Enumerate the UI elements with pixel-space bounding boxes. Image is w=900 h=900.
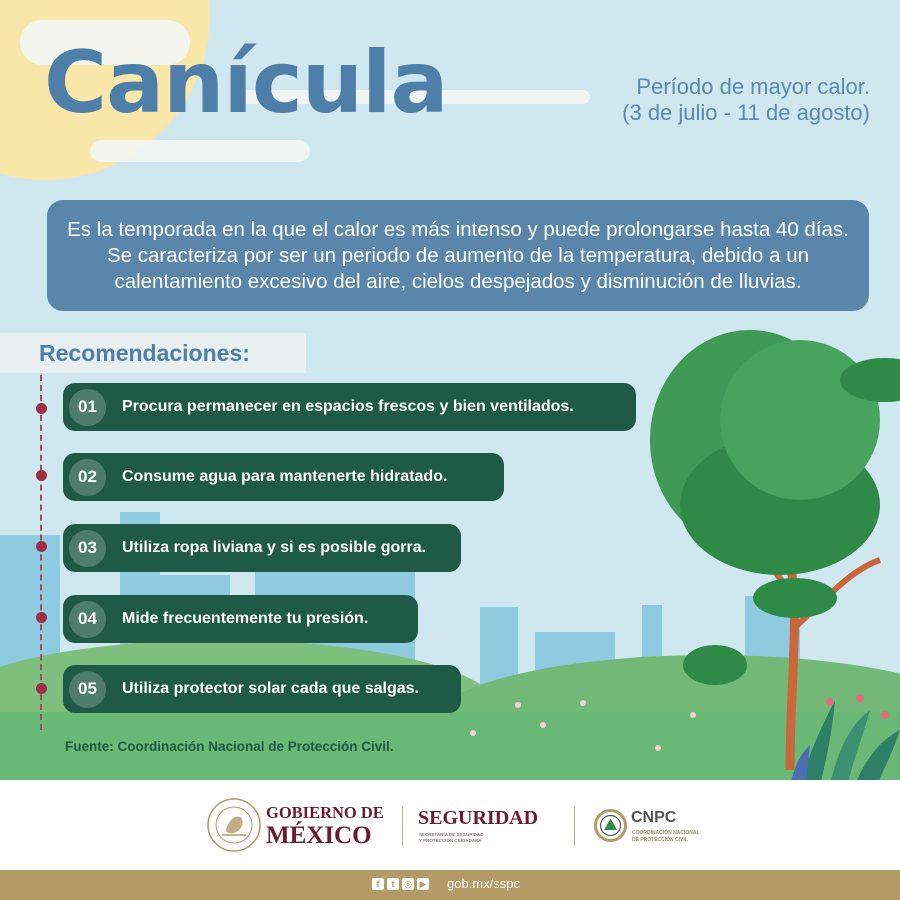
gobierno-line-2: MÉXICO [266,822,372,849]
subtitle-line-2: (3 de julio - 11 de agosto) [622,100,870,125]
timeline-line [40,375,42,730]
recommendation-number: 05 [69,671,106,708]
flower-dot [690,712,696,718]
subtitle [622,74,870,126]
timeline-dot [36,470,47,481]
social-icons [372,878,429,890]
seguridad-subtitle-line-1: SECRETARÍA DE SEGURIDAD [419,832,484,837]
twitter-icon[interactable]: t [387,878,399,890]
recommendation-number: 02 [69,459,106,496]
instagram-icon[interactable]: ◎ [402,878,414,890]
flower-dot [515,702,521,708]
recommendations-heading: Recomendaciones: [0,333,306,373]
source-note: Fuente: Coordinación Nacional de Protección Civil. [65,739,394,754]
mexico-seal-icon [206,797,262,853]
footer-divider [574,806,575,846]
recommendation-text: Utiliza protector solar cada que salgas. [122,680,419,697]
seguridad-subtitle [419,832,484,844]
cnpc-subtitle [632,830,700,843]
recommendation-text: Utiliza ropa liviana y si es posible gorra. [122,539,427,556]
recommendation-text: Consume agua para mantenerte hidratado. [122,468,448,485]
facebook-icon[interactable]: f [372,878,384,890]
page-title: Canícula [44,33,448,133]
recommendation-number: 03 [69,530,106,567]
footer-divider [402,806,403,846]
cnpc-subtitle-line-1: COORDINACIÓN NACIONAL [632,830,700,836]
timeline-dot [36,612,47,623]
flower-dot [540,722,546,728]
recommendation-item [63,665,461,713]
plant-illustration [790,690,900,785]
website-link[interactable]: gob.mx/sspc [447,876,520,891]
recommendation-number: 04 [69,601,106,638]
recommendation-item [63,595,418,643]
flower-dot [655,745,661,751]
cnpc-subtitle-line-2: DE PROTECCIÓN CIVIL [632,836,688,843]
recommendation-item [63,453,504,501]
recommendation-item [63,383,636,431]
timeline-dot [36,541,47,552]
timeline-dot [36,683,47,694]
seguridad-logo: SEGURIDAD [418,807,539,829]
gobierno-line-1: GOBIERNO DE [266,803,384,822]
recommendation-text: Mide frecuentemente tu presión. [122,610,369,627]
cnpc-logo: CNPC [631,809,677,826]
flower-dot [470,730,476,736]
flower-dot [580,700,586,706]
subtitle-line-1: Período de mayor calor. [636,74,870,99]
intro-box [47,200,869,311]
cloud-decoration [90,140,310,162]
recommendation-number: 01 [69,389,106,426]
cnpc-logo-icon [594,809,627,842]
recommendation-item [63,524,461,572]
seguridad-subtitle-line-2: Y PROTECCIÓN CIUDADANA [419,838,482,843]
youtube-icon[interactable]: ▶ [417,878,429,890]
intro-text: Es la temporada en la que el calor es más intenso y puede prolongarse hasta 40 días. Se caracteriza por ser un periodo de aumento de la temperatura, debido a un calentamiento excesivo del aire, cielos despejados y disminución de lluvias. [67,217,849,293]
gobierno-de-mexico-logo [266,803,384,849]
recommendation-text: Procura permanecer en espacios frescos y bien ventilados. [122,398,574,415]
timeline-dot [36,403,47,414]
